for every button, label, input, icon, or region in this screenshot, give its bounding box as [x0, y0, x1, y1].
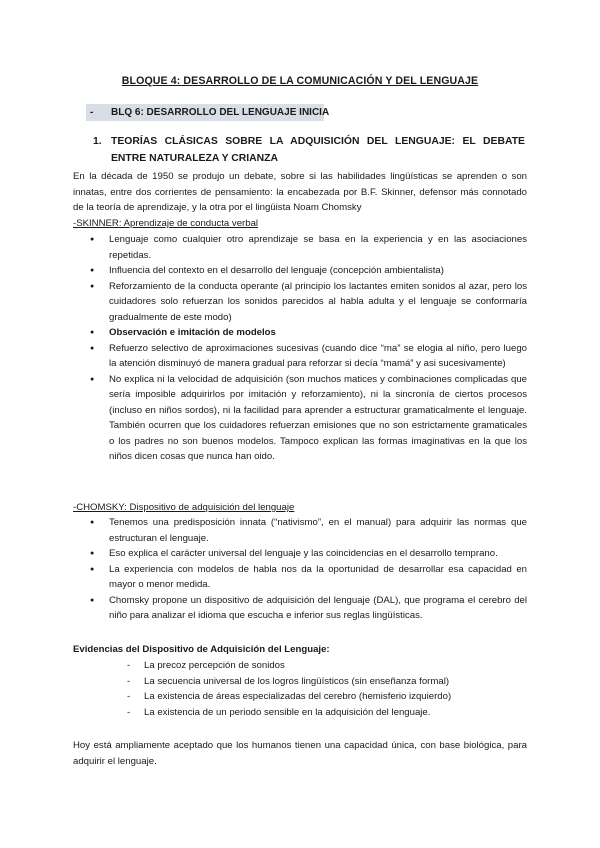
list-item: - La existencia de áreas especializadas del cerebro (hemisferio izquierdo) — [127, 689, 527, 705]
list-item: - La secuencia universal de los logros lingüísticos (sin enseñanza formal) — [127, 674, 527, 690]
subheading-text: BLQ 6: DESARROLLO DEL LENGUAJE INICIA — [111, 107, 330, 118]
list-item: - La existencia de un periodo sensible en la adquisición del lenguaje. — [127, 705, 527, 721]
list-item: ● Reforzamiento de la conducta operante (al principio los lactantes emiten sonidos al azar, pero los cuidadores solo refuerzan los sonidos parecidos al habla adulta y el lenguaje se conformaría gradualmente de este modo) — [90, 279, 527, 326]
list-item: ● Observación e imitación de modelos — [90, 325, 527, 341]
evidence-list — [127, 658, 527, 720]
subheading-marker: - — [90, 107, 94, 118]
list-item: ● La experiencia con modelos de habla nos da la oportunidad de desarrollar esa capacidad en mayor o menor medida. — [90, 562, 527, 593]
skinner-list — [90, 232, 527, 465]
list-item: ● Influencia del contexto en el desarrollo del lenguaje (concepción ambientalista) — [90, 263, 527, 279]
subheading-highlight — [86, 104, 330, 121]
list-item: ● Lenguaje como cualquier otro aprendizaje se basa en la experiencia y en las asociaciones repetidas. — [90, 232, 527, 263]
closing-paragraph: Hoy está ampliamente aceptado que los humanos tienen una capacidad única, con base biológica, para adquirir el lenguaje. — [73, 740, 527, 767]
skinner-heading: -SKINNER: Aprendizaje de conducta verbal — [73, 218, 259, 229]
page-title: BLOQUE 4: DESARROLLO DE LA COMUNICACIÓN Y DEL LENGUAJE — [121, 75, 479, 87]
chomsky-list — [90, 515, 527, 624]
list-item: ● Chomsky propone un dispositivo de adquisición del lenguaje (DAL), que programa el cerebro del niño para analizar el idioma que escucha e inferior sus reglas lingüísticas. — [90, 593, 527, 624]
list-item: ● Refuerzo selectivo de aproximaciones sucesivas (cuando dice “ma” se elogia al niño, pero luego la atención disminuyó de manera gradual para reforzar si decía “mamá” y asi sucesivamente) — [90, 341, 527, 372]
chomsky-heading: -CHOMSKY: Dispositivo de adquisición del lenguaje — [73, 502, 295, 513]
section-title-text: TEORÍAS CLÁSICAS SOBRE LA ADQUISICIÓN DEL LENGUAJE: EL DEBATE ENTRE NATURALEZA Y CRIANZA — [111, 136, 525, 164]
intro-paragraph: En la década de 1950 se produjo un debate, sobre si las habilidades lingüísticas se aprenden o son innatas, entre dos corrientes de pensamiento: la encabezada por B.F. Skinner, defensor más connotado de la teoría de aprendizaje, y la otra por el lingüista Noam Chomsky — [73, 171, 527, 213]
list-item: ● Eso explica el carácter universal del lenguaje y las coincidencias en el desarrollo temprano. — [90, 546, 527, 562]
evidence-heading: Evidencias del Dispositivo de Adquisición del Lenguaje: — [73, 644, 330, 655]
list-item: ● No explica ni la velocidad de adquisición (son muchos matices y combinaciones complicadas que sería imposible adquirirlos por imitación y reforzamiento), ni la sincronía de ciertos procesos (incluso en niños sordos), ni la facilidad para aprender a estructurar gramaticalmente el lenguaje. También ocurren que los cuidadores refuerzan emisiones que no son estrictamente gramaticales o los padres no son buenos modelos. Tampoco explican las formas imaginativas en la que los niños dicen cosas que nunca han oido. — [90, 372, 527, 465]
list-item: ● Tenemos una predisposición innata (“nativismo”, en el manual) para adquirir las normas que estructuran el lenguaje. — [90, 515, 527, 546]
list-item: - La precoz percepción de sonidos — [127, 658, 527, 674]
section-title — [93, 133, 525, 167]
section-number: 1. — [93, 136, 102, 147]
